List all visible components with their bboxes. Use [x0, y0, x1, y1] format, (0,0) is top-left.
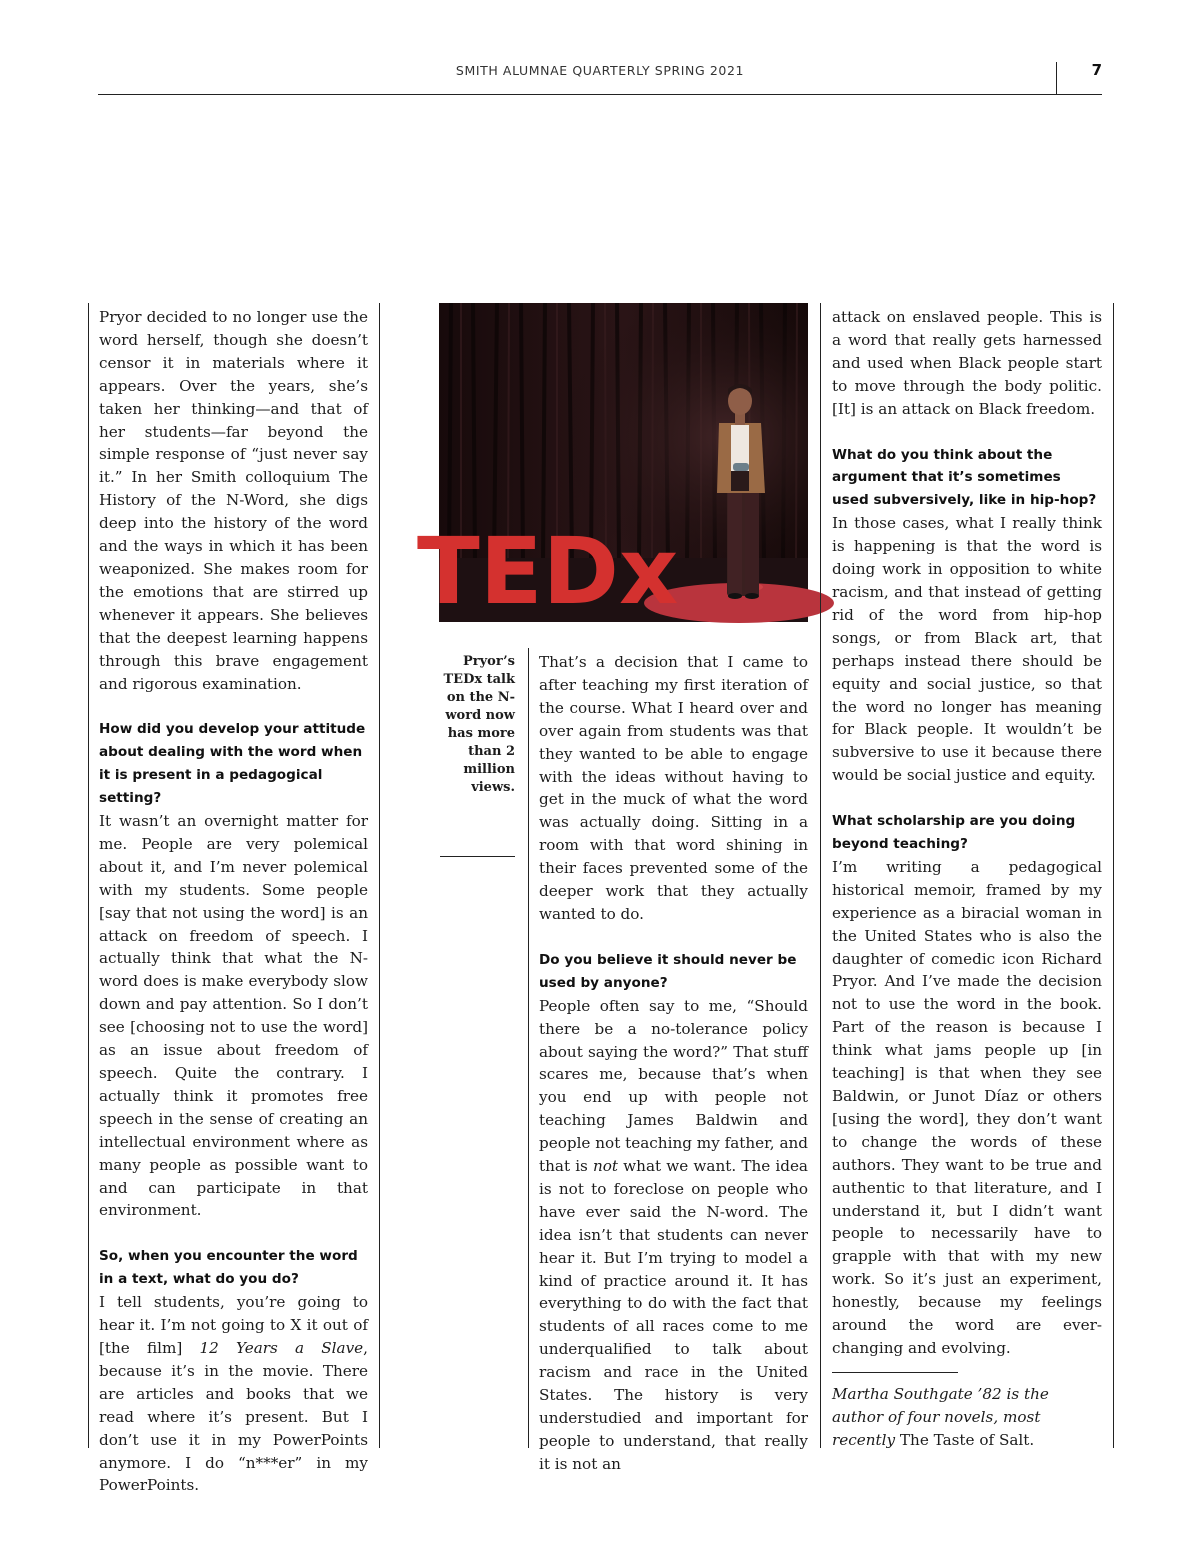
tedx-sign: TEDx — [417, 518, 679, 625]
page-header — [98, 58, 1102, 95]
question-heading: How did you develop your attitude about dealing with the word when it is present in a pedagogical setting? — [99, 721, 366, 807]
author-byline: Martha Southgate ’82 is the author of four novels, most recently The Taste of Salt. — [832, 1385, 1049, 1449]
column-1-left-rule — [88, 303, 89, 1448]
question-heading: Do you believe it should never be used by anyone? — [539, 951, 797, 991]
photo-caption: Pryor’s TEDx talk on the N-word now has more than 2 million views. — [443, 654, 515, 795]
intro-paragraph: Pryor decided to no longer use the word herself, though she doesn’t censor it in materials where it appears. Over the years, she’s taken her thinking—and that of her students—far beyond the simple response of “just never say it.” In her Smith colloquium The History of the N-Word, she digs deep into the history of the word and the ways in which it has been weaponized. She makes room for the emotions that are stirred up whenever it appears. She believes that the deepest learning happens through this brave engagement and rigorous examination. — [99, 308, 368, 693]
answer-paragraph: I tell students, you’re going to hear it. I’m not going to X it out of [the film] 12 Years a Slave, because it’s in the movie. There are articles and books that we read where it’s present. But I don’t use it in my PowerPoints anymore. I do “n***er” in my PowerPoints. — [99, 1293, 368, 1495]
column-3 — [832, 306, 1102, 1366]
emphasis: not — [593, 1157, 619, 1176]
answer-paragraph: In those cases, what I really think is happening is that the word is doing work in opposition to white racism, and that instead of getting rid of the word from hip-hop songs, or from Black art, that perhaps instead there should be equity and social justice, so that the word no longer has meaning for Black people. It wouldn’t be subversive to use it because there would be social justice and equity. — [832, 514, 1102, 785]
answer-paragraph: I’m writing a pedagogical historical memoir, framed by my experience as a biracial woman in the United States who is also the daughter of comedic icon Richard Pryor. And I’ve made the decision not to use the word in the book. Part of the reason is because I think what jams people up [in teaching] is that when they see Baldwin, or Junot Díaz or others [using the word], they don’t want to change the words of these authors. They want to be true and authentic to that literature, and I understand it, but I didn’t want people to necessarily have to grapple with that with my new work. So it’s just an experiment, honestly, because my feelings around the word are ever-changing and evolving. — [832, 857, 1102, 1357]
film-title: 12 Years a Slave — [199, 1338, 364, 1357]
question-heading: So, when you encounter the word in a text, what do you do? — [99, 1248, 358, 1288]
answer-paragraph: That’s a decision that I came to after teaching my first iteration of the course. What I heard over and over again from students was that they wanted to be able to engage with the ideas without having to get in the muck of what the word was actually doing. Sitting in a room with that word shining in their faces prevented some of the deeper work that they actually wanted to do. — [539, 653, 808, 923]
book-title: The Taste of Salt. — [895, 1430, 1035, 1449]
answer-paragraph: People often say to me, “Should there be a no-tolerance policy about saying the word?” That stuff scares me, because that’s when you end up with people not teaching James Baldwin and people not teaching my father, and that is not what we want. The idea is not to foreclose on people who have ever said the N-word. The idea isn’t that students can never hear it. But I’m trying to model a kind of practice around it. It has everything to do with the fact that students of all races come to me underqualified to talk about racism and race in the United States. The history is very understudied and important for people to understand, that really it is not an — [539, 996, 808, 1473]
answer-paragraph: It wasn’t an overnight matter for me. People are very polemical about it, and I’m never polemical with my students. Some people [say that not using the word] is an attack on freedom of speech. I actually think that what the N-word does is make everybody slow down and pay attention. So I don’t see [choosing not to use the word] as an issue about freedom of speech. Quite the contrary. I actually think it promotes free speech in the sense of creating an intellectual environment where as many people as possible want to and can participate in that environment. — [99, 812, 368, 1220]
question-heading: What scholarship are you doing beyond teaching? — [832, 813, 1076, 853]
column-2-left-rule — [528, 648, 529, 1448]
page-number: 7 — [1091, 61, 1102, 79]
header-divider — [1056, 62, 1057, 94]
answer-paragraph: attack on enslaved people. This is a word that really gets harnessed and used when Black people start to move through the body politic. [It] is an attack on Black freedom. — [832, 308, 1102, 418]
column-3-right-rule — [1113, 303, 1114, 1448]
question-heading: What do you think about the argument that it’s sometimes used subversively, like in hip-hop? — [832, 446, 1097, 509]
byline-rule — [832, 1372, 958, 1373]
ted-talk-photo — [417, 303, 808, 625]
column-2-right-rule — [820, 303, 821, 1448]
column-1 — [99, 306, 368, 1495]
column-1-right-rule — [379, 303, 380, 1448]
caption-rule — [440, 856, 515, 857]
column-2 — [539, 651, 808, 1473]
publication-title: SMITH ALUMNAE QUARTERLY SPRING 2021 — [455, 63, 745, 78]
